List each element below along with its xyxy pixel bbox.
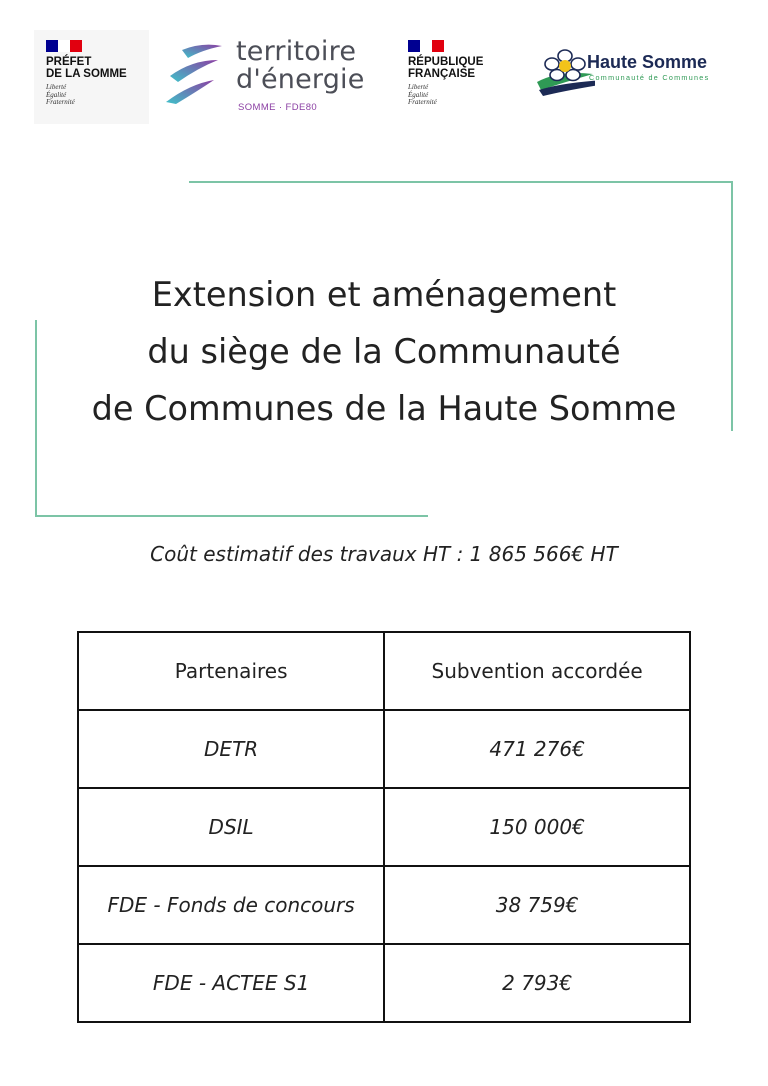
partner-cell: DSIL bbox=[78, 788, 384, 866]
amount-cell: 471 276€ bbox=[384, 710, 690, 788]
republique-title: RÉPUBLIQUE FRANÇAISE bbox=[408, 56, 484, 80]
amount-cell: 2 793€ bbox=[384, 944, 690, 1022]
prefet-title: PRÉFET DE LA SOMME bbox=[46, 56, 127, 80]
haute-somme-subtitle: Communauté de Communes bbox=[589, 73, 710, 82]
frame-right-line bbox=[731, 181, 733, 431]
table-row bbox=[78, 944, 690, 1022]
republique-francaise-logo bbox=[408, 40, 483, 130]
territoire-energie-emblem-icon bbox=[162, 40, 228, 110]
table-row bbox=[78, 788, 690, 866]
haute-somme-logo bbox=[535, 48, 735, 98]
partner-cell: FDE - ACTEE S1 bbox=[78, 944, 384, 1022]
table-row bbox=[78, 710, 690, 788]
project-title bbox=[40, 266, 728, 437]
estimated-cost: Coût estimatif des travaux HT : 1 865 566€ HT bbox=[150, 542, 618, 566]
republique-motto: Liberté Égalité Fraternité bbox=[408, 83, 437, 106]
frame-left-line bbox=[35, 320, 37, 517]
haute-somme-name: Haute Somme bbox=[587, 52, 708, 72]
french-flag-icon bbox=[46, 40, 82, 52]
header-subvention: Subvention accordée bbox=[384, 632, 690, 710]
partner-cell: DETR bbox=[78, 710, 384, 788]
haute-somme-flower-icon bbox=[535, 48, 595, 98]
prefet-motto: Liberté Égalité Fraternité bbox=[46, 83, 75, 106]
territoire-energie-logo bbox=[162, 34, 377, 124]
amount-cell: 38 759€ bbox=[384, 866, 690, 944]
table-header-row bbox=[78, 632, 690, 710]
territoire-energie-subtitle: SOMME · FDE80 bbox=[238, 102, 318, 113]
partner-cell: FDE - Fonds de concours bbox=[78, 866, 384, 944]
territoire-energie-name: territoire d'énergie bbox=[236, 36, 365, 95]
title-line: de Communes de la Haute Somme bbox=[91, 389, 677, 428]
prefet-somme-logo bbox=[34, 30, 149, 124]
frame-top-line bbox=[189, 181, 733, 183]
french-flag-icon bbox=[408, 40, 444, 52]
header-partenaires: Partenaires bbox=[78, 632, 384, 710]
amount-cell: 150 000€ bbox=[384, 788, 690, 866]
frame-bottom-line bbox=[35, 515, 428, 517]
grants-table bbox=[77, 631, 691, 1023]
table-row bbox=[78, 866, 690, 944]
title-line: Extension et aménagement bbox=[151, 275, 617, 314]
title-line: du siège de la Communauté bbox=[147, 332, 621, 371]
